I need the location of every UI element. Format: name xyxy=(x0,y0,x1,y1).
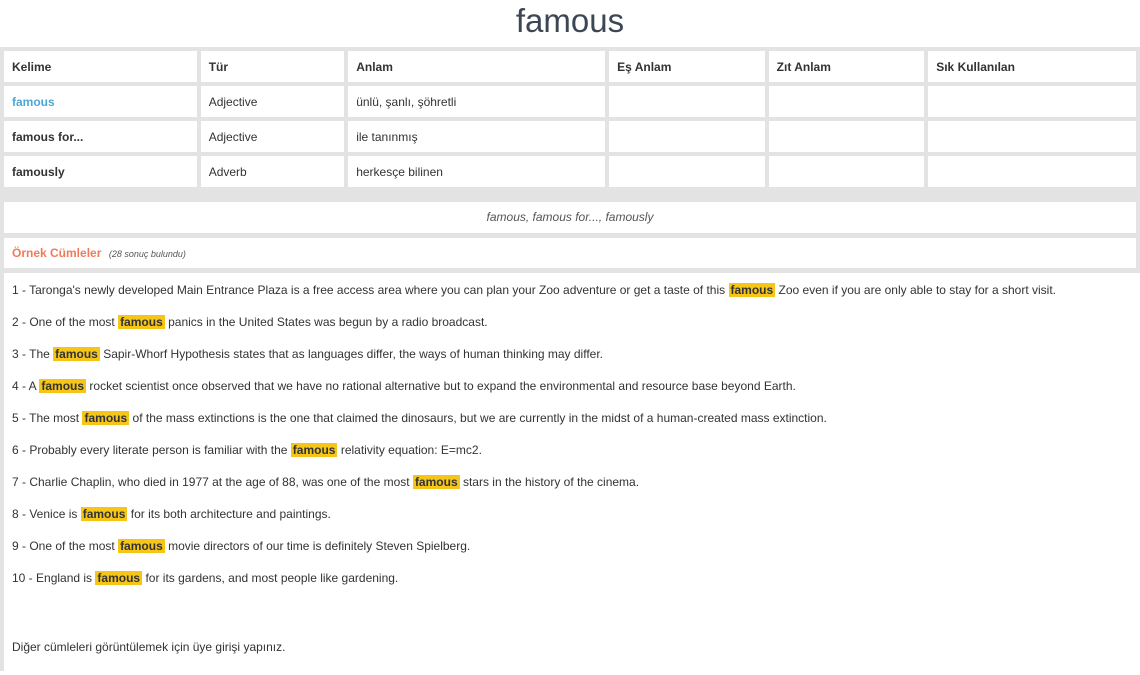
sentence-text: 8 - Venice is xyxy=(12,507,78,521)
word-type: Adjective xyxy=(201,86,345,117)
example-sentence xyxy=(12,313,1136,332)
sentence-text: relativity equation: E=mc2. xyxy=(340,443,482,457)
highlighted-word: famous xyxy=(120,539,163,553)
header-sik-kullanilan: Sık Kullanılan xyxy=(928,51,1136,82)
header-es-anlam: Eş Anlam xyxy=(609,51,765,82)
word-common xyxy=(928,86,1136,117)
sentence-text: panics in the United States was begun by a radio broadcast. xyxy=(168,315,488,329)
example-sentence xyxy=(12,569,1136,588)
example-sentence xyxy=(12,377,1136,396)
word-type: Adverb xyxy=(201,156,345,187)
word-synonym xyxy=(609,121,765,152)
example-sentence xyxy=(12,473,1136,492)
word-common xyxy=(928,156,1136,187)
table-row xyxy=(4,156,1136,187)
header-zit-anlam: Zıt Anlam xyxy=(769,51,925,82)
header-anlam: Anlam xyxy=(348,51,605,82)
header-tur: Tür xyxy=(201,51,345,82)
word-link[interactable]: famous xyxy=(4,86,197,117)
sentence-text: Sapir-Whorf Hypothesis states that as languages differ, the ways of human thinking may differ. xyxy=(103,347,604,361)
word-link[interactable]: famously xyxy=(4,156,197,187)
example-sentence xyxy=(12,505,1136,524)
words-table xyxy=(0,47,1140,191)
word-antonym xyxy=(769,156,925,187)
sentence-text: 10 - England is xyxy=(12,571,93,585)
example-sentence xyxy=(12,345,1136,364)
word-synonym xyxy=(609,156,765,187)
sentence-text: for its both architecture and paintings. xyxy=(130,507,331,521)
sentence-text: rocket scientist once observed that we have no rational alternative but to expand the environmental and resource base beyond Earth. xyxy=(89,379,796,393)
example-sentence xyxy=(12,441,1136,460)
sentence-text: 9 - One of the most xyxy=(12,539,115,553)
example-sentence xyxy=(12,537,1136,556)
sentence-text: Zoo even if you are only able to stay for a short visit. xyxy=(778,283,1057,297)
example-sentences xyxy=(4,273,1140,675)
table-row xyxy=(4,121,1136,152)
highlighted-word: famous xyxy=(82,507,126,521)
sentence-text: 5 - The most xyxy=(12,411,80,425)
sentence-text: 6 - Probably every literate person is familiar with the xyxy=(12,443,288,457)
sentence-text: 1 - Taronga's newly developed Main Entrance Plaza is a free access area where you can plan your Zoo adventure or get a taste of this xyxy=(12,283,726,297)
highlighted-word: famous xyxy=(292,443,336,457)
sentence-text: for its gardens, and most people like gardening. xyxy=(145,571,399,585)
examples-header xyxy=(4,238,1136,268)
member-login-link[interactable]: üye girişi xyxy=(192,640,241,654)
highlighted-word: famous xyxy=(84,411,128,425)
examples-label: Örnek Cümleler xyxy=(12,246,102,260)
login-note xyxy=(12,640,285,654)
word-antonym xyxy=(769,121,925,152)
word-link[interactable]: famous for... xyxy=(4,121,197,152)
highlighted-word: famous xyxy=(97,571,141,585)
word-common xyxy=(928,121,1136,152)
sentence-text: 2 - One of the most xyxy=(12,315,115,329)
word-synonym xyxy=(609,86,765,117)
page-title: famous xyxy=(515,2,625,39)
word-meaning: ünlü, şanlı, şöhretli xyxy=(348,86,605,117)
example-sentence xyxy=(12,281,1136,300)
word-type: Adjective xyxy=(201,121,345,152)
sentence-text: of the mass extinctions is the one that claimed the dinosaurs, but we are currently in the midst of a human-created mass extinction. xyxy=(132,411,827,425)
examples-count: (28 sonuç bulundu) xyxy=(108,249,186,259)
highlighted-word: famous xyxy=(414,475,458,489)
sentence-text: 4 - A xyxy=(12,379,37,393)
login-note-text: yapınız. xyxy=(243,640,286,654)
highlighted-word: famous xyxy=(55,347,98,361)
word-meaning: herkesçe bilinen xyxy=(348,156,605,187)
sentence-text: movie directors of our time is definitely Steven Spielberg. xyxy=(168,539,471,553)
highlighted-word: famous xyxy=(730,283,774,297)
word-antonym xyxy=(769,86,925,117)
table-row xyxy=(4,86,1136,117)
header-kelime: Kelime xyxy=(4,51,197,82)
sentence-text: 3 - The xyxy=(12,347,50,361)
highlighted-word: famous xyxy=(120,315,163,329)
word-forms-summary: famous, famous for..., famously xyxy=(4,202,1136,233)
sentence-text: stars in the history of the cinema. xyxy=(462,475,640,489)
word-meaning: ile tanınmış xyxy=(348,121,605,152)
sentence-text: 7 - Charlie Chaplin, who died in 1977 at the age of 88, was one of the most xyxy=(12,475,410,489)
table-header-row xyxy=(4,51,1136,82)
example-sentence xyxy=(12,409,1136,428)
highlighted-word: famous xyxy=(41,379,85,393)
login-note-text: Diğer cümleleri görüntülemek için xyxy=(12,640,190,654)
word-panel xyxy=(0,47,1140,671)
